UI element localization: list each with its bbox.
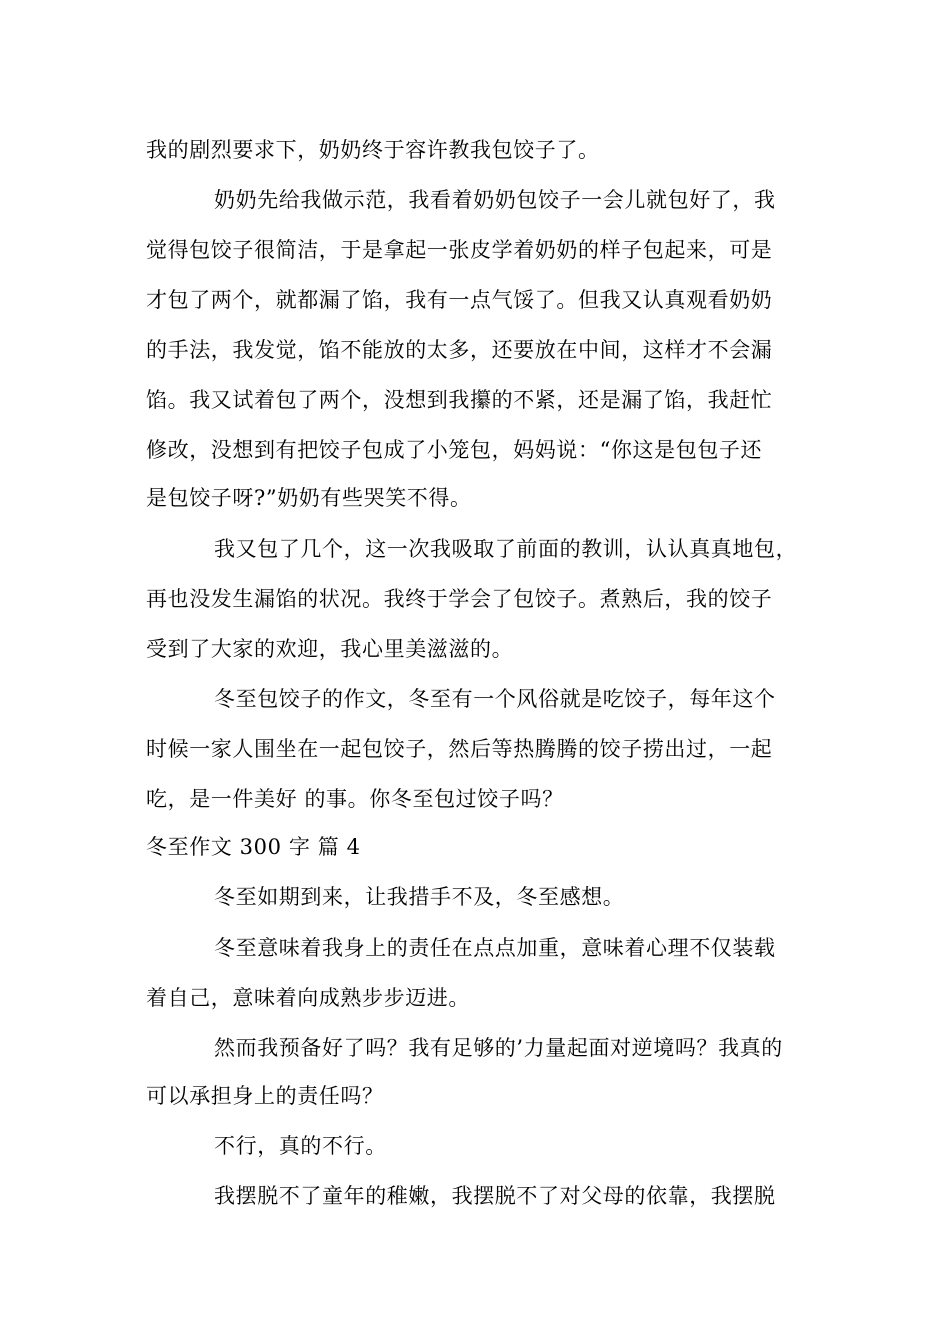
section-heading: 冬至作文 300 字 篇 4: [146, 835, 361, 859]
paragraph-line: 再也没发生漏馅的状况。我终于学会了包饺子。煮熟后，我的饺子: [146, 587, 773, 611]
paragraph-line: 冬至包饺子的作文，冬至有一个风俗就是吃饺子，每年这个: [214, 687, 776, 711]
paragraph-line: 是包饺子呀?”奶奶有些哭笑不得。: [146, 486, 472, 510]
paragraph-line: 奶奶先给我做示范，我看着奶奶包饺子一会儿就包好了，我: [214, 188, 776, 212]
paragraph-line: 冬至意味着我身上的责任在点点加重，意味着心理不仅装载: [214, 936, 776, 960]
paragraph-line: 冬至如期到来，让我措手不及，冬至感想。: [214, 885, 625, 909]
paragraph-line: 馅。我又试着包了两个，没想到我攥的不紧，还是漏了馅，我赶忙: [146, 388, 773, 412]
paragraph-line: 可以承担身上的责任吗？: [146, 1084, 384, 1108]
paragraph-line: 受到了大家的欢迎，我心里美滋滋的。: [146, 637, 514, 661]
paragraph-line: 才包了两个，就都漏了馅，我有一点气馁了。但我又认真观看奶奶: [146, 288, 773, 312]
paragraph-line: 我的剧烈要求下，奶奶终于容许教我包饺子了。: [146, 138, 600, 162]
paragraph-line: 我摆脱不了童年的稚嫩，我摆脱不了对父母的依靠，我摆脱: [214, 1184, 776, 1208]
paragraph-line: 然而我预备好了吗？我有足够的’力量起面对逆境吗？我真的: [214, 1036, 783, 1060]
paragraph-line: 修改，没想到有把饺子包成了小笼包，妈妈说：“你这是包包子还: [146, 438, 763, 462]
paragraph-line: 不行，真的不行。: [214, 1134, 387, 1158]
paragraph-line: 觉得包饺子很简洁，于是拿起一张皮学着奶奶的样子包起来，可是: [146, 238, 773, 262]
paragraph-line: 的手法，我发觉，馅不能放的太多，还要放在中间，这样才不会漏: [146, 338, 773, 362]
paragraph-line: 吃，是一件美好 的事。你冬至包过饺子吗？: [146, 787, 564, 811]
paragraph-line: 我又包了几个，这一次我吸取了前面的教训，认认真真地包，: [214, 537, 798, 561]
paragraph-line: 着自己，意味着向成熟步步迈进。: [146, 986, 470, 1010]
paragraph-line: 时候一家人围坐在一起包饺子，然后等热腾腾的饺子捞出过，一起: [146, 737, 773, 761]
